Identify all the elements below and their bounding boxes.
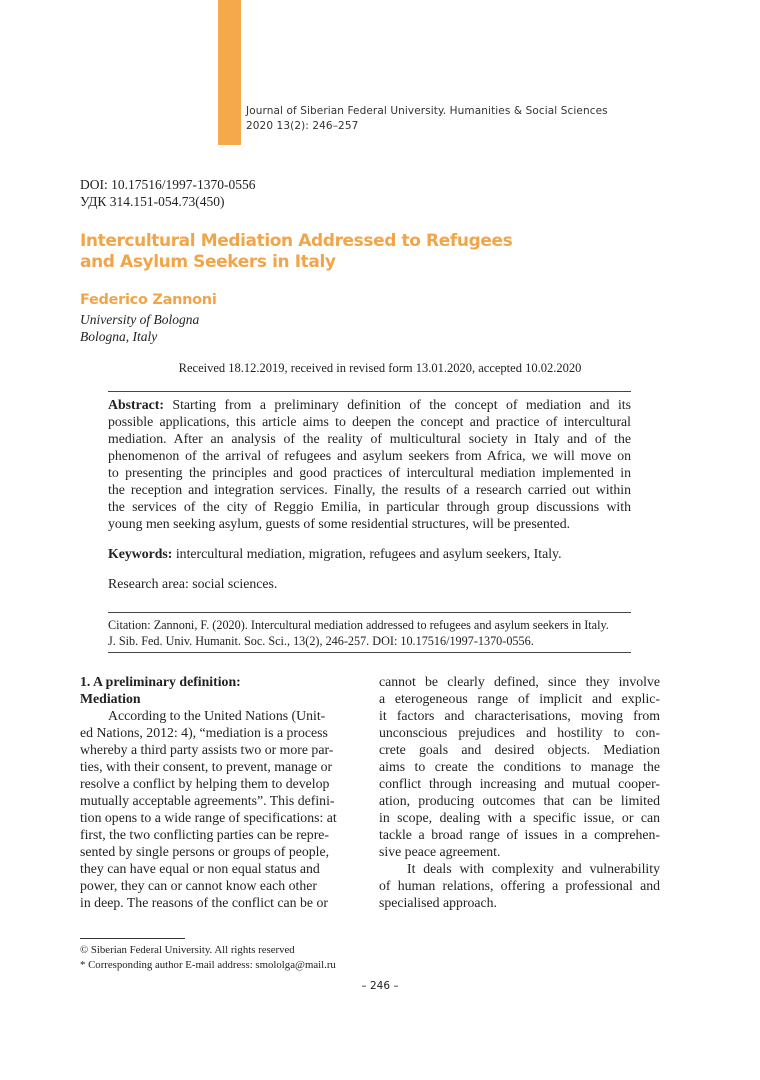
footnotes (80, 943, 336, 973)
text-line: conflict through increasing and mutual cooper- (379, 776, 660, 791)
text-line: mediation. After an analysis of the reality of multicultural society in Italy and of the (108, 431, 631, 446)
keywords (108, 546, 562, 562)
received-dates: Received 18.12.2019, received in revised form 13.01.2020, accepted 10.02.2020 (178, 361, 582, 375)
title-line: Intercultural Mediation Addressed to Refugees (80, 231, 513, 251)
article-title (80, 231, 512, 273)
text-line: ties, with their consent, to prevent, manage or (80, 759, 333, 774)
text-line: a eterogeneous range of implicit and explic- (379, 691, 660, 706)
text-line: crete goals and desired objects. Mediation (379, 742, 660, 757)
left-column (80, 673, 337, 911)
text-line: the reception and integration services. Finally, the results of a research carried out within (108, 482, 631, 497)
author-affiliation (80, 311, 199, 345)
abstract-text: Starting from a preliminary definition of the concept of mediation and its (163, 397, 631, 412)
right-column (379, 673, 660, 911)
text-line: whereby a third party assists two or more par- (80, 742, 334, 757)
abstract (108, 396, 631, 532)
text-line: it factors and characterisations, moving from (379, 708, 660, 723)
text-line: to presenting the principles and good practices of intercultural mediation implemented in (108, 465, 631, 480)
abstract-label: Abstract: (108, 397, 164, 412)
text-line: ed Nations, 2012: 4), “mediation is a process (80, 725, 328, 740)
text-line: ation, producing outcomes that can be limited (379, 793, 660, 808)
text-line: resolve a conflict by helping them to develop (80, 776, 330, 791)
keywords-label: Keywords: (108, 546, 173, 561)
divider (108, 391, 631, 392)
location: Bologna, Italy (80, 329, 158, 344)
citation-line: J. Sib. Fed. Univ. Humanit. Soc. Sci., 13(2), 246-257. DOI: 10.17516/1997-1370-0556. (108, 634, 534, 648)
text-line: tion opens to a wide range of specifications: at (80, 810, 337, 825)
text-line: of human relations, offering a professional and (379, 878, 660, 893)
text-line: It deals with complexity and vulnerability (407, 861, 660, 876)
text-line: aims to create the conditions to manage the (379, 759, 660, 774)
text-line: cannot be clearly defined, since they involve (379, 674, 660, 689)
journal-header (246, 104, 608, 134)
text-line (108, 396, 631, 413)
page-number: – 246 – (361, 980, 399, 992)
text-line: the services of the city of Reggio Emilia, in particular through group discussions with (108, 499, 631, 514)
text-line: power, they can or cannot know each other (80, 878, 317, 893)
journal-name: Journal of Siberian Federal University. Humanities & Social Sciences (246, 105, 608, 117)
text-line: sented by single persons or groups of people, (80, 844, 330, 859)
keywords-text: intercultural mediation, migration, refugees and asylum seekers, Italy. (172, 546, 562, 561)
text-line: mutually acceptable agreements”. This defini- (80, 793, 335, 808)
identifiers (80, 176, 256, 210)
text-line: first, the two conflicting parties can be repre- (80, 827, 330, 842)
section-subheading: Mediation (80, 691, 141, 706)
journal-accent-bar (218, 0, 241, 145)
affiliation: University of Bologna (80, 312, 200, 327)
corresponding-author-note: * Corresponding author E-mail address: smololga@mail.ru (80, 959, 336, 971)
text-line: phenomenon of the arrival of refugees and asylum seekers from Africa, we will move on (108, 448, 631, 463)
title-line: and Asylum Seekers in Italy (80, 252, 336, 272)
citation-line: Citation: Zannoni, F. (2020). Intercultural mediation addressed to refugees and asylum seekers in Italy. (108, 618, 609, 632)
citation (108, 617, 631, 649)
text-line: in deep. The reasons of the conflict can be or (80, 895, 328, 910)
udk: УДК 314.151-054.73(450) (80, 194, 225, 209)
research-area: Research area: social sciences. (108, 576, 278, 591)
text-line: possible applications, this article aims to deepen the concept and practice of intercultural (108, 414, 631, 429)
text-line: sive peace agreement. (379, 844, 501, 859)
section-heading: 1. A preliminary definition: (80, 674, 241, 689)
text-line: young men seeking asylum, guests of some residential structures, will be presented. (108, 516, 571, 531)
doi: DOI: 10.17516/1997-1370-0556 (80, 177, 256, 192)
journal-issue: 2020 13(2): 246–257 (246, 120, 359, 132)
divider (108, 652, 631, 653)
author-name: Federico Zannoni (80, 292, 217, 308)
divider (108, 612, 631, 613)
text-line: According to the United Nations (Unit- (108, 708, 326, 723)
text-line: unconscious prejudices and hostility to con- (379, 725, 660, 740)
text-line: they can have equal or non equal status and (80, 861, 320, 876)
text-line: in scope, dealing with a specific issue, or can (379, 810, 660, 825)
copyright-note: © Siberian Federal University. All rights reserved (80, 944, 295, 956)
text-line: tackle a broad range of issues in a comprehen- (379, 827, 660, 842)
footnote-divider (80, 938, 185, 939)
text-line: specialised approach. (379, 895, 497, 910)
